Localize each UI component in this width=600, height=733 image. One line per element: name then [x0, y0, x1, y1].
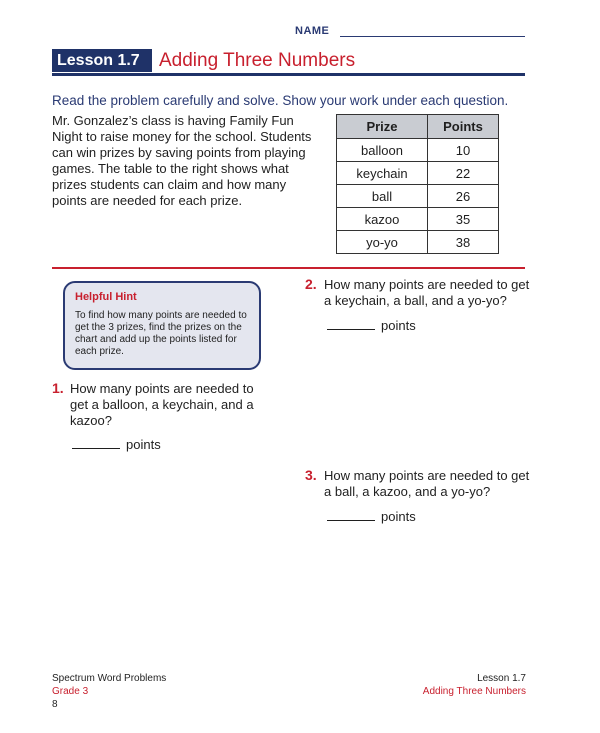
footer-grade: Grade 3 — [52, 686, 89, 697]
prize-points-table — [336, 114, 499, 254]
hint-text: To find how many points are needed to get the 3 prizes, find the prizes on the chart and add up the points listed for each prize. — [75, 310, 247, 357]
table-row — [337, 231, 499, 254]
points-cell: 26 — [428, 185, 499, 208]
question-3-answer — [327, 509, 416, 524]
page-number: 8 — [52, 699, 58, 710]
name-label: NAME — [295, 25, 330, 37]
points-cell: 38 — [428, 231, 499, 254]
footer-topic: Adding Three Numbers — [422, 686, 526, 697]
name-field-line[interactable] — [340, 36, 525, 37]
answer-blank[interactable] — [327, 319, 375, 330]
question-2-number: 2. — [305, 276, 317, 292]
table-row — [337, 162, 499, 185]
footer-lesson: Lesson 1.7 — [477, 673, 526, 684]
prize-cell: ball — [337, 185, 428, 208]
prize-cell: balloon — [337, 139, 428, 162]
prize-cell: yo-yo — [337, 231, 428, 254]
prize-cell: kazoo — [337, 208, 428, 231]
header-divider — [52, 73, 525, 76]
question-3-text: How many points are needed to get a ball, a kazoo, and a yo-yo? — [324, 468, 530, 499]
answer-unit: points — [381, 509, 416, 524]
column-header-prize: Prize — [337, 115, 428, 139]
hint-title: Helpful Hint — [75, 291, 137, 303]
footer-book-title: Spectrum Word Problems — [52, 673, 167, 684]
question-2-answer — [327, 318, 416, 333]
answer-unit: points — [126, 437, 161, 452]
prize-cell: keychain — [337, 162, 428, 185]
points-cell: 10 — [428, 139, 499, 162]
lesson-title: Adding Three Numbers — [159, 50, 356, 71]
question-1-answer — [72, 437, 161, 452]
question-3-number: 3. — [305, 467, 317, 483]
points-cell: 22 — [428, 162, 499, 185]
answer-blank[interactable] — [72, 438, 120, 449]
question-2-text: How many points are needed to get a keychain, a ball, and a yo-yo? — [324, 277, 530, 308]
instructions: Read the problem carefully and solve. Show your work under each question. — [52, 93, 509, 108]
column-header-points: Points — [428, 115, 499, 139]
table-row — [337, 139, 499, 162]
question-1-text: How many points are needed to get a balloon, a keychain, and a kazoo? — [70, 381, 254, 428]
points-cell: 35 — [428, 208, 499, 231]
answer-unit: points — [381, 318, 416, 333]
section-divider — [52, 267, 525, 269]
table-header-row — [337, 115, 499, 139]
story-paragraph: Mr. Gonzalez’s class is having Family Fun Night to raise money for the school. Students can win prizes by saving points from playing games. The table to the right shows what prizes students can claim and how many points are needed for each prize. — [52, 113, 312, 208]
question-1-number: 1. — [52, 380, 64, 396]
lesson-number-badge: Lesson 1.7 — [52, 49, 152, 72]
table-row — [337, 185, 499, 208]
answer-blank[interactable] — [327, 510, 375, 521]
table-row — [337, 208, 499, 231]
helpful-hint-box — [63, 281, 261, 370]
